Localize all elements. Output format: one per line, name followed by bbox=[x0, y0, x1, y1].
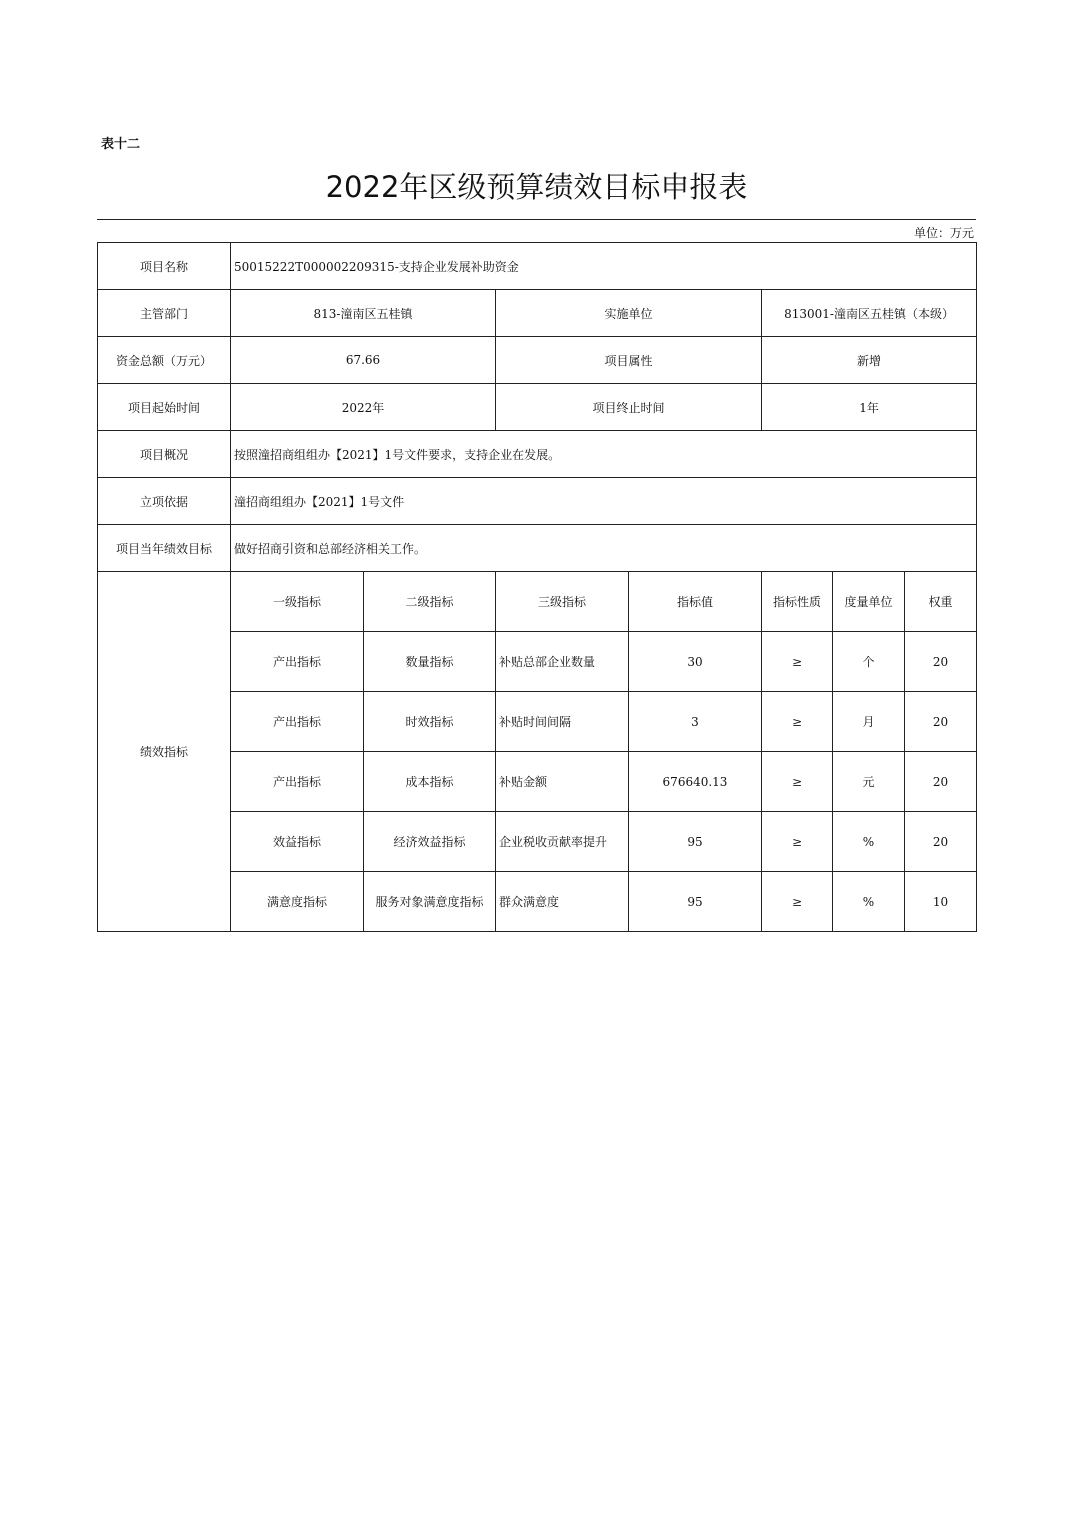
indicators-section-label: 绩效指标 bbox=[98, 572, 231, 932]
department-label: 主管部门 bbox=[98, 290, 231, 337]
row-basis bbox=[98, 478, 977, 525]
title-rule bbox=[97, 219, 976, 220]
weight-cell: 10 bbox=[905, 872, 977, 932]
value-cell: 3 bbox=[629, 692, 762, 752]
level1-cell: 效益指标 bbox=[231, 812, 364, 872]
value-cell: 95 bbox=[629, 872, 762, 932]
level3-cell: 补贴时间间隔 bbox=[496, 692, 629, 752]
nature-cell: ≥ bbox=[762, 752, 833, 812]
row-fund bbox=[98, 337, 977, 384]
end-value: 1年 bbox=[762, 384, 977, 431]
budget-table bbox=[97, 242, 977, 932]
row-project-name bbox=[98, 243, 977, 290]
level3-cell: 群众满意度 bbox=[496, 872, 629, 932]
header-unit: 度量单位 bbox=[833, 572, 905, 632]
nature-cell: ≥ bbox=[762, 692, 833, 752]
unit-cell: 个 bbox=[833, 632, 905, 692]
header-value: 指标值 bbox=[629, 572, 762, 632]
row-department bbox=[98, 290, 977, 337]
row-goal bbox=[98, 525, 977, 572]
basis-value: 潼招商组组办【2021】1号文件 bbox=[231, 478, 977, 525]
attribute-label: 项目属性 bbox=[496, 337, 762, 384]
page-title: 2022年区级预算绩效目标申报表 bbox=[325, 170, 748, 204]
department-value: 813-潼南区五桂镇 bbox=[231, 290, 496, 337]
start-label: 项目起始时间 bbox=[98, 384, 231, 431]
attribute-value: 新增 bbox=[762, 337, 977, 384]
row-overview bbox=[98, 431, 977, 478]
value-cell: 95 bbox=[629, 812, 762, 872]
value-cell: 30 bbox=[629, 632, 762, 692]
implementer-value: 813001-潼南区五桂镇（本级） bbox=[762, 290, 977, 337]
header-level3: 三级指标 bbox=[496, 572, 629, 632]
unit-cell: 元 bbox=[833, 752, 905, 812]
value-cell: 676640.13 bbox=[629, 752, 762, 812]
start-value: 2022年 bbox=[231, 384, 496, 431]
unit-label: 单位：万元 bbox=[913, 226, 974, 240]
weight-cell: 20 bbox=[905, 692, 977, 752]
basis-label: 立项依据 bbox=[98, 478, 231, 525]
header-weight: 权重 bbox=[905, 572, 977, 632]
table-number: 表十二 bbox=[101, 137, 141, 152]
weight-cell: 20 bbox=[905, 632, 977, 692]
level2-cell: 数量指标 bbox=[364, 632, 496, 692]
header-nature: 指标性质 bbox=[762, 572, 833, 632]
unit-cell: 月 bbox=[833, 692, 905, 752]
unit-cell: % bbox=[833, 812, 905, 872]
overview-value: 按照潼招商组组办【2021】1号文件要求，支持企业在发展。 bbox=[231, 431, 977, 478]
header-level2: 二级指标 bbox=[364, 572, 496, 632]
end-label: 项目终止时间 bbox=[496, 384, 762, 431]
fund-value: 67.66 bbox=[231, 337, 496, 384]
level3-cell: 企业税收贡献率提升 bbox=[496, 812, 629, 872]
level2-cell: 时效指标 bbox=[364, 692, 496, 752]
level1-cell: 产出指标 bbox=[231, 692, 364, 752]
nature-cell: ≥ bbox=[762, 872, 833, 932]
level2-cell: 经济效益指标 bbox=[364, 812, 496, 872]
row-period bbox=[98, 384, 977, 431]
fund-label: 资金总额（万元） bbox=[98, 337, 231, 384]
level2-cell: 成本指标 bbox=[364, 752, 496, 812]
level1-cell: 满意度指标 bbox=[231, 872, 364, 932]
level1-cell: 产出指标 bbox=[231, 752, 364, 812]
project-name-value: 50015222T000002209315-支持企业发展补助资金 bbox=[231, 243, 977, 290]
overview-label: 项目概况 bbox=[98, 431, 231, 478]
goal-value: 做好招商引资和总部经济相关工作。 bbox=[231, 525, 977, 572]
nature-cell: ≥ bbox=[762, 812, 833, 872]
level2-cell: 服务对象满意度指标 bbox=[364, 872, 496, 932]
level3-cell: 补贴总部企业数量 bbox=[496, 632, 629, 692]
indicator-header-row bbox=[98, 572, 977, 632]
goal-label: 项目当年绩效目标 bbox=[98, 525, 231, 572]
weight-cell: 20 bbox=[905, 752, 977, 812]
implementer-label: 实施单位 bbox=[496, 290, 762, 337]
level3-cell: 补贴金额 bbox=[496, 752, 629, 812]
level1-cell: 产出指标 bbox=[231, 632, 364, 692]
unit-cell: % bbox=[833, 872, 905, 932]
project-name-label: 项目名称 bbox=[98, 243, 231, 290]
nature-cell: ≥ bbox=[762, 632, 833, 692]
weight-cell: 20 bbox=[905, 812, 977, 872]
header-level1: 一级指标 bbox=[231, 572, 364, 632]
